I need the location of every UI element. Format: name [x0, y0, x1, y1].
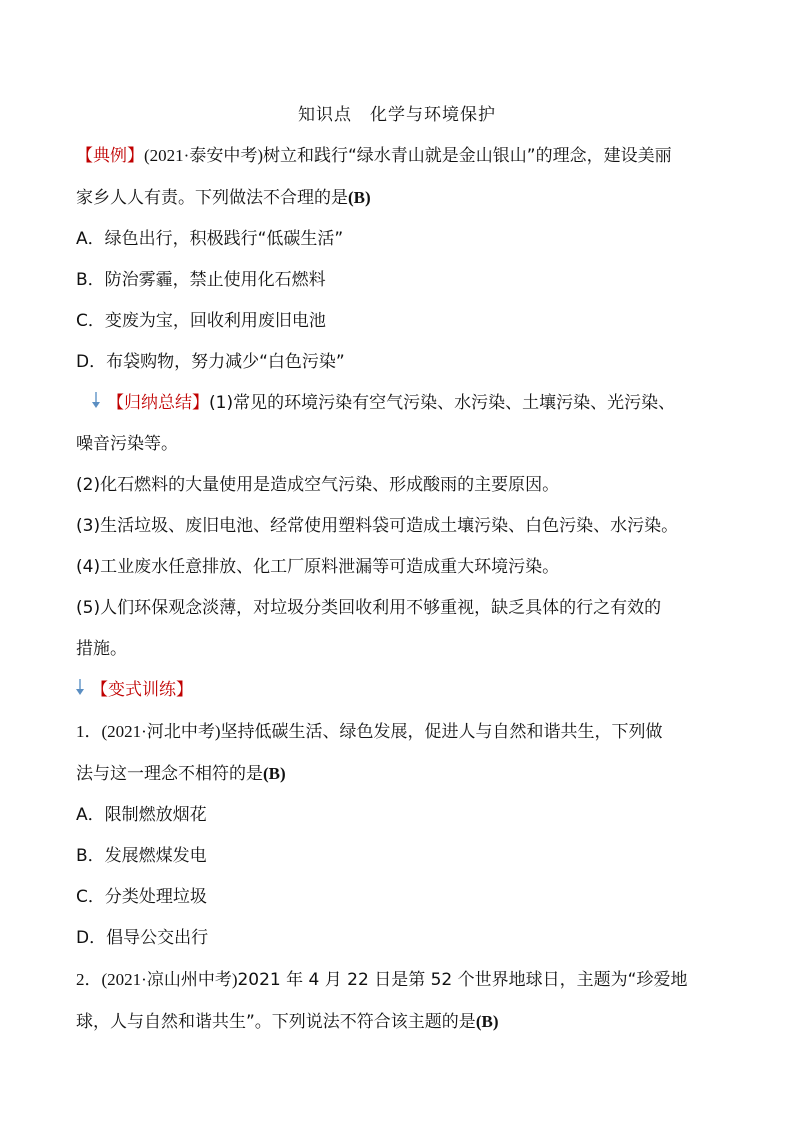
practice-heading [76, 670, 718, 711]
q2-line2 [76, 1001, 718, 1043]
q1-text1: 坚持低碳生活、绿色发展，促进人与自然和谐共生，下列做 [220, 722, 663, 742]
example-answer: (B) [348, 188, 371, 207]
summary-item3: (3)生活垃圾、废旧电池、经常使用塑料袋可造成土壤污染、白色污染、水污染。 [76, 516, 679, 536]
example-stem-line2 [76, 177, 718, 219]
summary-item1-text1: (1)常见的环境污染有空气污染、水污染、土壤污染、光污染、 [209, 393, 676, 413]
summary-item1-line2: 噪音污染等。 [76, 434, 178, 454]
example-stem-line1 [76, 135, 718, 177]
example-stem-text2: 家乡人人有责。下列做法不合理的是 [76, 188, 348, 208]
q2-text2: 球，人与自然和谐共生”。下列说法不符合该主题的是 [76, 1012, 476, 1032]
q1-option-a: A．限制燃放烟花 [76, 805, 207, 825]
example-source: (2021·泰安中考) [144, 146, 263, 165]
q1-option-d: D．倡导公交出行 [76, 928, 209, 948]
practice-tag: 【变式训练】 [91, 680, 193, 700]
q2-answer: (B) [475, 1012, 499, 1031]
example-tag: 【典例】 [76, 146, 144, 166]
summary-item2: (2)化石燃料的大量使用是造成空气污染、形成酸雨的主要原因。 [76, 475, 560, 495]
q1-answer: (B) [263, 764, 286, 783]
q1-prefix: 1．(2021·河北中考) [76, 722, 221, 741]
q2-prefix: 2．(2021·凉山州中考) [76, 970, 238, 989]
summary-item4: (4)工业废水任意排放、化工厂原料泄漏等可造成重大环境污染。 [76, 557, 560, 577]
arrow-marker-icon [76, 678, 85, 698]
q2-line1 [76, 959, 718, 1001]
q1-option-b: B．发展燃煤发电 [76, 846, 207, 866]
section-title: 知识点 化学与环境保护 [298, 105, 496, 125]
example-option-c: C．变废为宝，回收利用废旧电池 [76, 311, 326, 331]
example-option-d: D．布袋购物，努力减少“白色污染” [76, 352, 345, 372]
q2-text1: 2021 年 4 月 22 日是第 52 个世界地球日，主题为“珍爱地 [237, 970, 688, 990]
q1-text2: 法与这一理念不相符的是 [76, 764, 263, 784]
arrow-marker-icon [92, 391, 101, 411]
q1-option-c: C．分类处理垃圾 [76, 887, 207, 907]
example-option-a: A．绿色出行，积极践行“低碳生活” [76, 229, 344, 249]
summary-item5-line1: (5)人们环保观念淡薄，对垃圾分类回收利用不够重视，缺乏具体的行之有效的 [76, 598, 662, 618]
example-stem-text1: 树立和践行“绿水青山就是金山银山”的理念，建设美丽 [262, 146, 672, 166]
q1-line2 [76, 753, 718, 795]
summary-item5-line2: 措施。 [76, 639, 127, 659]
summary-tag: 【归纳总结】 [107, 393, 209, 413]
example-option-b: B．防治雾霾，禁止使用化石燃料 [76, 270, 326, 290]
summary-line1 [76, 383, 718, 424]
q1-line1 [76, 711, 718, 753]
